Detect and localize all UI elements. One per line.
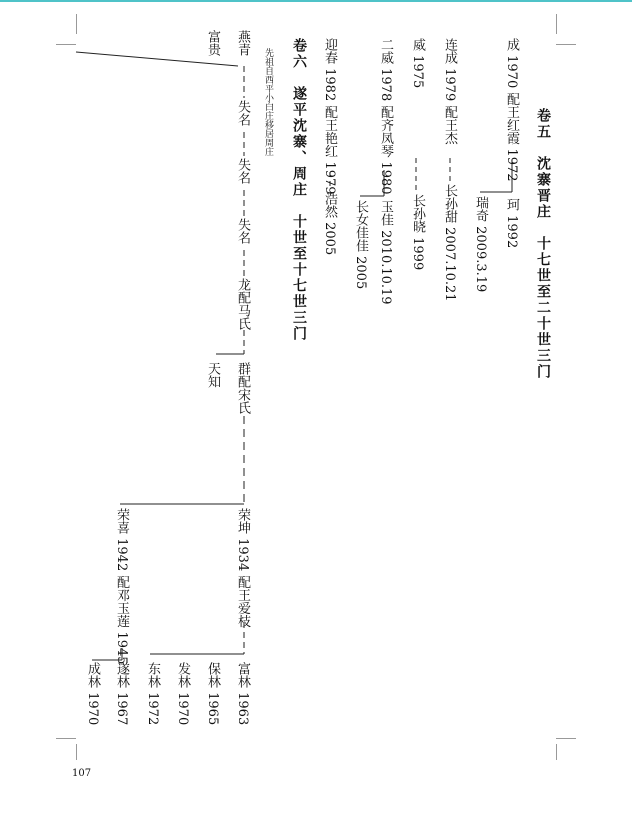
person-suilin: 遂林 1967 — [114, 662, 129, 726]
person-rongxi: 荣喜 1942 配邓玉莲 1945 — [114, 508, 129, 665]
person-shiming-3: 失名 — [235, 218, 250, 244]
page-number: 107 — [72, 768, 92, 779]
person-long: 龙配马氏 — [235, 278, 250, 330]
person-falin: 发林 1970 — [175, 662, 190, 726]
person-donglin: 东林 1972 — [145, 662, 160, 726]
person-haoran: 浩然 2005 — [322, 192, 337, 256]
volume6-heading: 卷六 遂平沈寨、周庄 十世至十七世三门 — [291, 38, 307, 342]
person-rongkun: 荣坤 1934 配王爱枝 — [235, 508, 250, 628]
person-fugui: 富贵 — [205, 30, 220, 56]
person-xintian: 长孙甜 2007.10.21 — [442, 184, 457, 302]
person-ruiqi: 瑞奇 2009.3.19 — [473, 196, 488, 293]
person-shiming-2: 失名 — [235, 158, 250, 184]
ancestor-note: 先祖自西平小白庄移居周庄 — [263, 48, 273, 156]
person-shiming-1: 失名 — [235, 100, 250, 126]
person-cheng: 成 1970 配王红霞 1972 — [504, 38, 519, 182]
person-baolin: 保林 1965 — [205, 662, 220, 726]
person-xinxiao: 长孙晓 1999 — [410, 194, 425, 271]
person-tianzhi: 天知 — [205, 362, 220, 388]
person-chenglin: 成林 1970 — [85, 662, 100, 726]
person-yanqing: 燕青 — [235, 30, 250, 56]
person-fulin: 富林 1963 — [235, 662, 250, 726]
person-wei: 威 1975 — [410, 38, 425, 89]
person-qun: 群配宋氏 — [235, 362, 250, 414]
person-ke: 珂 1992 — [504, 198, 519, 249]
person-erwei: 二威 1978 配齐凤琴 1980 — [378, 38, 393, 195]
person-liancheng: 连成 1979 配王杰 — [442, 38, 457, 145]
person-yingchun: 迎春 1982 配王艳红 1979 — [322, 38, 337, 195]
person-jiajia: 长女佳佳 2005 — [353, 200, 368, 290]
person-yujia: 玉佳 2010.10.19 — [378, 200, 393, 305]
volume5-heading: 卷五 沈寨晋庄 十七世至二十世三门 — [535, 108, 551, 380]
